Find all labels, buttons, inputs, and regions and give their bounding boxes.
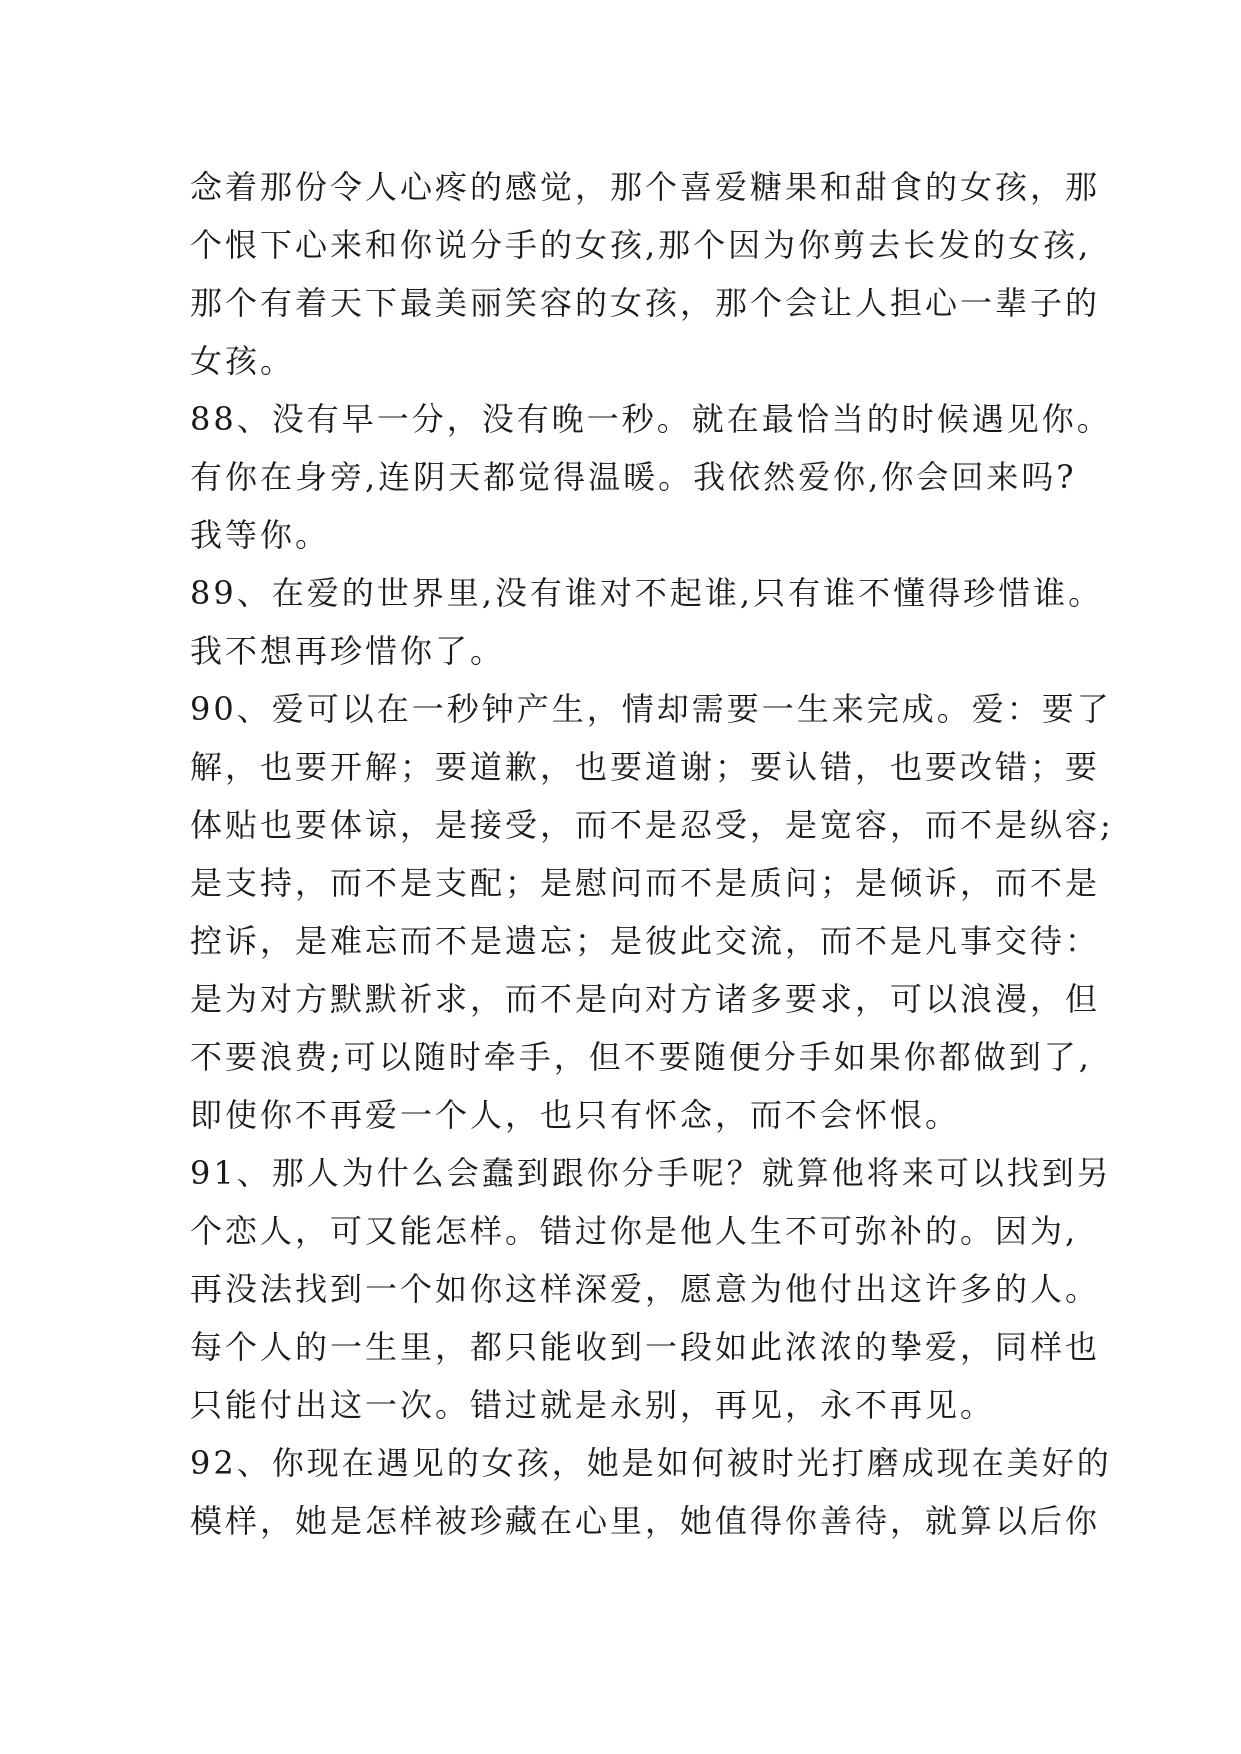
text-line: 90、爱可以在一秒钟产生，情却需要一生来完成。爱：要了	[190, 690, 1112, 728]
text-line: 是支持，而不是支配；是慰问而不是质问；是倾诉，而不是	[190, 864, 1101, 902]
text-line: 模样，她是怎样被珍藏在心里，她值得你善待，就算以后你	[190, 1502, 1101, 1540]
text-line: 我等你。	[190, 516, 331, 554]
text-line: 解，也要开解；要道歉，也要道谢；要认错，也要改错；要	[190, 748, 1101, 786]
text-line: 即使你不再爱一个人，也只有怀念，而不会怀恨。	[190, 1096, 961, 1134]
text-line: 89、在爱的世界里,没有谁对不起谁,只有谁不懂得珍惜谁。	[190, 574, 1104, 612]
text-line: 我不想再珍惜你了。	[190, 632, 506, 670]
text-line: 女孩。	[190, 342, 296, 380]
text-line: 个恋人，可又能怎样。错过你是他人生不可弥补的。因为,	[190, 1212, 1079, 1250]
text-line: 有你在身旁,连阴天都觉得温暖。我依然爱你,你会回来吗?	[190, 458, 1077, 496]
text-line: 91、那人为什么会蠢到跟你分手呢？就算他将来可以找到另	[190, 1154, 1112, 1192]
text-line: 不要浪费;可以随时牵手，但不要随便分手如果你都做到了,	[190, 1038, 1092, 1076]
text-line: 体贴也要体谅，是接受，而不是忍受，是宽容，而不是纵容;	[190, 806, 1114, 844]
text-line: 每个人的一生里，都只能收到一段如此浓浓的挚爱，同样也	[190, 1328, 1101, 1366]
text-line: 那个有着天下最美丽笑容的女孩，那个会让人担心一辈子的	[190, 284, 1101, 322]
text-line: 只能付出这一次。错过就是永别，再见，永不再见。	[190, 1386, 996, 1424]
document-text-body	[190, 158, 1114, 1550]
text-line: 88、没有早一分，没有晚一秒。就在最恰当的时候遇见你。	[190, 400, 1112, 438]
text-line: 控诉，是难忘而不是遗忘；是彼此交流，而不是凡事交待：	[190, 922, 1101, 960]
text-line: 再没法找到一个如你这样深爱，愿意为他付出这许多的人。	[190, 1270, 1101, 1308]
text-line: 个恨下心来和你说分手的女孩,那个因为你剪去长发的女孩,	[190, 226, 1092, 264]
text-line: 92、你现在遇见的女孩，她是如何被时光打磨成现在美好的	[190, 1444, 1112, 1482]
text-line: 念着那份令人心疼的感觉，那个喜爱糖果和甜食的女孩，那	[190, 168, 1101, 206]
text-line: 是为对方默默祈求，而不是向对方诸多要求，可以浪漫，但	[190, 980, 1101, 1018]
